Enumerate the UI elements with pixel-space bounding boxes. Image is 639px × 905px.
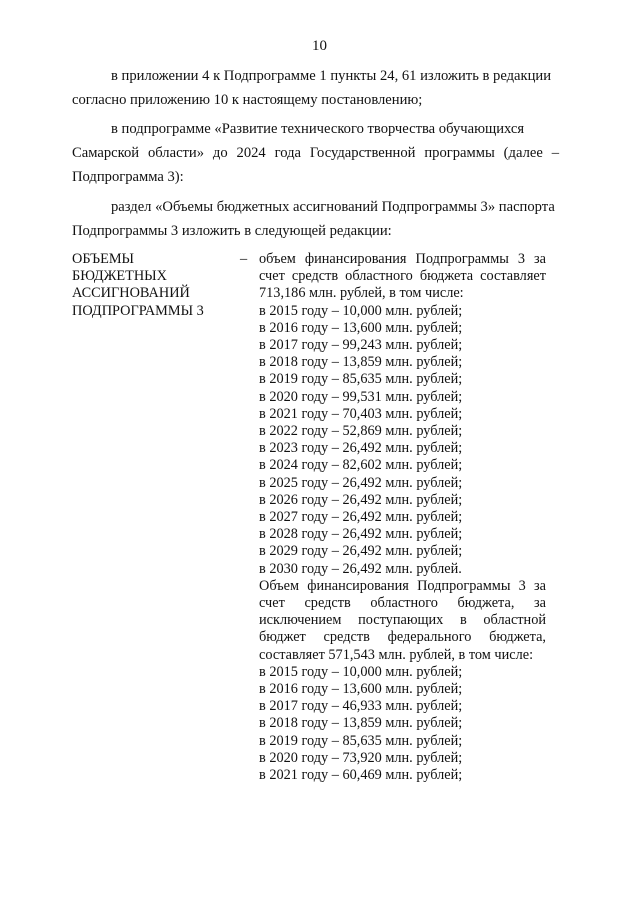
year-allocation-line: в 2020 году – 99,531 млн. рублей; <box>259 388 463 405</box>
regional-budget-years <box>259 303 546 578</box>
title-line: ОБЪЕМЫ <box>72 251 134 267</box>
paragraph-budget-section <box>72 195 559 243</box>
excluding-federal-years <box>259 664 546 784</box>
year-allocation-line: в 2026 году – 26,492 млн. рублей; <box>259 491 463 508</box>
paragraph-line: Самарской области» до 2024 года Государственной программы (далее – <box>72 145 559 161</box>
year-allocation-line: в 2029 году – 26,492 млн. рублей; <box>259 543 463 560</box>
title-line: БЮДЖЕТНЫХ <box>72 268 167 285</box>
budget-details <box>259 251 546 784</box>
year-allocation-line: в 2015 году – 10,000 млн. рублей; <box>259 663 463 680</box>
year-allocation-line: в 2016 году – 13,600 млн. рублей; <box>259 681 463 698</box>
excluding-federal-intro: Объем финансирования Подпрограммы 3 за счет средств областного бюджета, за исключением поступающих в областной бюджет средств федерального бюджета, составляет 571,543 млн. рублей, в том числе: <box>259 577 546 663</box>
paragraph-line: Подпрограмма 3): <box>72 169 184 185</box>
regional-budget-intro: объем финансирования Подпрограммы 3 за счет средств областного бюджета составляет 713,186 млн. рублей, в том числе: <box>259 251 546 302</box>
year-allocation-line: в 2027 году – 26,492 млн. рублей; <box>259 509 463 526</box>
title-line: АССИГНОВАНИЙ <box>72 285 190 302</box>
year-allocation-line: в 2030 году – 26,492 млн. рублей. <box>259 560 462 577</box>
year-allocation-line: в 2025 году – 26,492 млн. рублей; <box>259 474 463 491</box>
year-allocation-line: в 2018 году – 13,859 млн. рублей; <box>259 715 463 732</box>
paragraph-appendix-4 <box>72 64 559 112</box>
table-dash: – <box>240 251 248 267</box>
paragraph-subprogram-3 <box>72 117 559 189</box>
title-line: ПОДПРОГРАММЫ 3 <box>72 302 204 319</box>
paragraph-line: Подпрограммы 3 изложить в следующей редакции: <box>72 223 392 239</box>
paragraph-line: раздел «Объемы бюджетных ассигнований Подпрограммы 3» паспорта <box>111 199 555 215</box>
year-allocation-line: в 2020 году – 73,920 млн. рублей; <box>259 749 463 766</box>
paragraph-line: в подпрограмме «Развитие технического творчества обучающихся <box>111 121 525 137</box>
year-allocation-line: в 2024 году – 82,602 млн. рублей; <box>259 457 463 474</box>
year-allocation-line: в 2019 году – 85,635 млн. рублей; <box>259 732 463 749</box>
page-number: 10 <box>312 38 327 54</box>
year-allocation-line: в 2015 году – 10,000 млн. рублей; <box>259 302 463 319</box>
year-allocation-line: в 2018 году – 13,859 млн. рублей; <box>259 354 463 371</box>
year-allocation-line: в 2023 году – 26,492 млн. рублей; <box>259 440 463 457</box>
year-allocation-line: в 2019 году – 85,635 млн. рублей; <box>259 371 463 388</box>
year-allocation-line: в 2017 году – 46,933 млн. рублей; <box>259 698 463 715</box>
budget-table-title <box>72 251 232 320</box>
year-allocation-line: в 2028 году – 26,492 млн. рублей; <box>259 526 463 543</box>
year-allocation-line: в 2016 году – 13,600 млн. рублей; <box>259 319 463 336</box>
paragraph-line: в приложении 4 к Подпрограмме 1 пункты 24, 61 изложить в редакции <box>111 68 552 84</box>
paragraph-line: согласно приложению 10 к настоящему постановлению; <box>72 92 423 108</box>
year-allocation-line: в 2021 году – 60,469 млн. рублей; <box>259 767 463 784</box>
year-allocation-line: в 2017 году – 99,243 млн. рублей; <box>259 337 463 354</box>
year-allocation-line: в 2022 году – 52,869 млн. рублей; <box>259 423 463 440</box>
year-allocation-line: в 2021 году – 70,403 млн. рублей; <box>259 405 463 422</box>
